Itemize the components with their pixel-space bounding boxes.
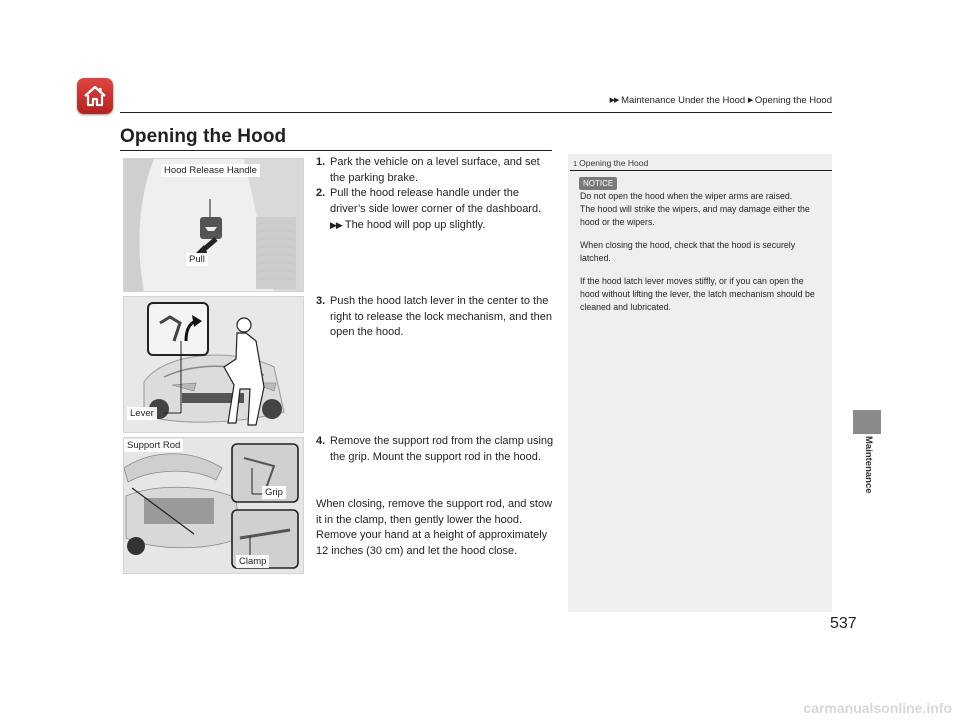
note-title — [573, 158, 648, 168]
section-tab-label: Maintenance — [863, 436, 874, 494]
notice-badge: NOTICE — [579, 177, 617, 190]
breadcrumb-arrow-icon: ▶▶ — [609, 97, 619, 104]
step-text: Park the vehicle on a level surface, and set the parking brake. — [330, 156, 540, 184]
note-paragraph: When closing the hood, check that the hood is securely latched. — [580, 240, 796, 263]
grip-label: Grip — [262, 486, 286, 499]
pull-label: Pull — [186, 253, 208, 266]
note-paragraph: If the hood latch lever moves stiffly, or if you can open the hood without lifting the lever, the latch mechanism should be cleaned and lubricated. — [580, 276, 815, 312]
hood-release-illustration — [124, 159, 303, 291]
note-title-text: Opening the Hood — [579, 158, 649, 168]
step-item — [316, 155, 556, 186]
step-result — [316, 218, 556, 234]
hood-release-handle-label: Hood Release Handle — [161, 164, 260, 177]
closing-paragraph: When closing, remove the support rod, and stow it in the clamp, then gently lower the hood. Remove your hand at a height of approximately 12 inches (30 cm) and let the hood close. — [316, 498, 553, 557]
note-divider — [570, 170, 832, 171]
step-number: 2. — [316, 187, 326, 199]
breadcrumb-item-opening-hood[interactable]: Opening the Hood — [754, 95, 832, 106]
home-icon — [82, 83, 108, 109]
step-item — [316, 294, 556, 341]
step-text: Remove the support rod from the clamp using the grip. Mount the support rod in the hood. — [330, 435, 554, 463]
step-number: 3. — [316, 295, 326, 307]
breadcrumb-arrow-icon: ▶ — [747, 97, 753, 104]
step-result-text: The hood will pop up slightly. — [344, 219, 486, 231]
breadcrumb — [610, 95, 832, 106]
lever-label: Lever — [127, 407, 157, 420]
watermark: carmanualsonline.info — [803, 700, 952, 716]
step-text: Push the hood latch lever in the center to the right to release the lock mechanism, and then open the hood. — [330, 295, 552, 338]
figure-hood-latch-lever — [123, 296, 304, 433]
step-text: Pull the hood release handle under the driver’s side lower corner of the dashboard. — [330, 187, 542, 215]
support-rod-illustration — [124, 438, 303, 573]
breadcrumb-item-maintenance-under-hood[interactable]: Maintenance Under the Hood — [621, 95, 746, 106]
page-title: Opening the Hood — [120, 126, 287, 147]
section-tab[interactable] — [853, 410, 881, 434]
note-body — [580, 190, 820, 324]
step-4 — [316, 434, 556, 465]
result-arrow-icon: ▶▶ — [330, 220, 342, 230]
header-divider — [120, 112, 832, 113]
figure-support-rod — [123, 437, 304, 574]
note-index: 1 — [573, 159, 578, 168]
note-paragraph: Do not open the hood when the wiper arms are raised. The hood will strike the wipers, and may damage either the hood or the wipers. — [580, 191, 810, 227]
step-item — [316, 186, 556, 217]
title-divider — [120, 150, 552, 151]
steps-1-2 — [316, 155, 556, 234]
home-button[interactable] — [77, 78, 113, 114]
page-number: 537 — [830, 615, 857, 632]
figure-hood-release-handle — [123, 158, 304, 292]
step-number: 1. — [316, 156, 326, 168]
step-number: 4. — [316, 435, 326, 447]
step-3 — [316, 294, 556, 341]
support-rod-label: Support Rod — [124, 439, 183, 452]
step-item — [316, 434, 556, 465]
clamp-label: Clamp — [236, 555, 269, 568]
